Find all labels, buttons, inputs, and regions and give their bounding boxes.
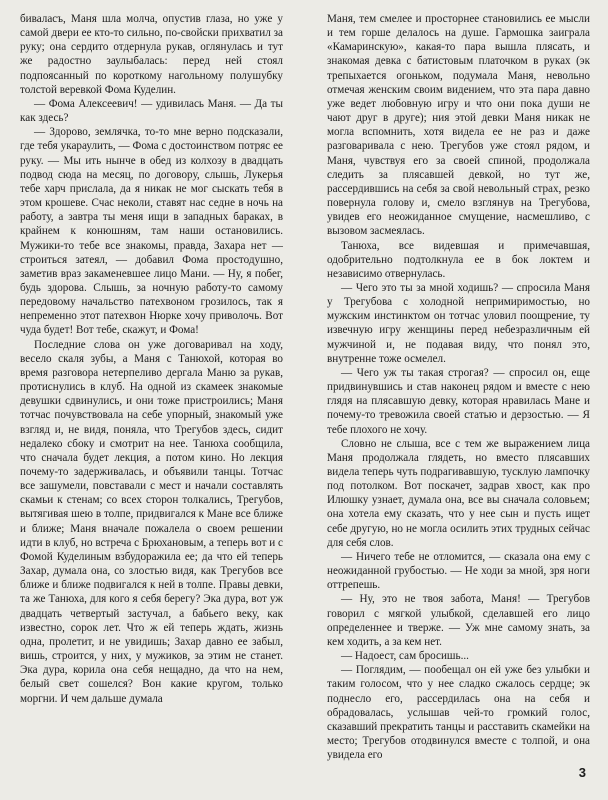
paragraph: — Здорово, землячка, то-то мне верно подсказали, где тебя укараулить, — Фома с достоинством потряс ее руку. — Мы ить нынче в обед из колхозу в двадцать подвод сюда на месяц, по договору, слышь, Лукерья тебе харч прислала, да я никак не мог сыскать тебя в этом крошеве. Счас неколи, ставят нас седне в ночь на работу, а завтра ты меня ищи в западных бараках, в крайнем к конюшням, там наши остановились. Мужики-то тебе все знакомы, правда, Захара нет — строиться затеял, — добавил Фома простодушно, заметив враз закаменевшее лицо Мани. — Ну, я побег, будь здорова. Слышь, за ночную работу-то самому передовому начальство патехвоном грозилось, так я непременно этот патехвон Нюрке хочу приволочь. Вот чуда будет! Вот тебе, скажут, и Фома! (20, 126, 283, 337)
paragraph: Словно не слыша, все с тем же выражением лица Маня продолжала глядеть, но вместо плясавших видела теперь чуть подрагивавшую, тусклую лампочку под потолком. Вот поскачет, задрав хвост, как про Илюшку узнает, думала она, все вы сначала соловьем; она хотела ему сказать, что у нее сын и пусть ищет себе другую, но не могла осилить этих трудных сейчас для себя слов. (327, 437, 590, 549)
paragraph: — Надоест, сам бросишь... (341, 650, 469, 663)
paragraph: — Чего уж ты такая строгая? — спросил он, еще придвинувшись и став наконец рядом и вместе с нею глядя на плясавшую девку, которая нравилась Мане и почему-то тревожила своей статью и дерзостью. — Я тебе плохого не хочу. (327, 366, 590, 436)
text-column-right (327, 12, 590, 764)
paragraph: Танюха, все видевшая и примечавшая, одобрительно подтолкнула ее в бок локтем и независимо отвернулась. (327, 239, 590, 280)
paragraph: — Ну, это не твоя забота, Маня! — Трегубов говорил с мягкой улыбкой, сделавшей его лицо определеннее и тверже. — Уж мне самому знать, за кем ходить, а за кем нет. (327, 593, 590, 648)
paragraph: — Фома Алексеевич! — удивилась Маня. — Да ты как здесь? (20, 97, 283, 125)
paragraph: Последние слова он уже договаривал на ходу, весело скаля зубы, а Маня с Танюхой, которая во время разговора нетерпеливо дергала Маню за рукав, протиснулись в клуб. На одной из скамеек знакомые девушки сдвинулись, и они тоже пристроились; Маня тотчас почувствовала на себе упорный, знакомый уже взгляд и, не видя, поняла, что Трегубов здесь, сидит недалеко сбоку и смотрит на нее. Танюха сообщила, что сначала будет лекция, а потом кино. Но лекция почему-то задерживалась, и объявили танцы. Тотчас все зашумели, повставали с мест и начали составлять скамьи к стенам; со всех сторон толкались, Трегубов, вытягивая шею в толпе, придвигался к Мане все ближе и ближе; Маня вначале пожалела о своем решении идти в клуб, но встреча с Брюхановым, а теперь вот и с Фомой Куделиным взбудоражила ее; да что ей теперь Захар, думала она, со злостью видя, как Трегубов все ближе и ближе подвигался к ней в толпе. Правы девки, та же Танюха, для кого я себя берегу? Эка дура, вот уж двадцать четвертый застучал, а бабьего веку, как известно, сорок лет. Что ж ей теперь ждать, жизнь одна, пролетит, и не увидишь; Захар давно ее забыл, вишь, строится, у них, у мужиков, за этим не станет. Эка дура, корила она себя нещадно, да что на нем, белый свет сошелся? Вон какие кругом, только моргни. И чем дальше думала (20, 338, 283, 705)
text-column-left (20, 12, 283, 790)
paragraph: — Чего это ты за мной ходишь? — спросила Маня у Трегубова с холодной непримиримостью, но мужским инстинктом он тотчас уловил поощрение, ту извечную игру женщины перед небезразличным ей мужчиной и, не подавая виду, что понял это, внутренне тоже осмелел. (327, 281, 590, 365)
paragraph: — Ничего тебе не отломится, — сказала она ему с неожиданной грубостью. — Не ходи за мной, зря ноги оттрепешь. (327, 550, 590, 592)
paragraph: биваласъ, Маня шла молча, опустив глаза, но уже у самой двери ее кто-то сильно, по-свойски прихватил за руку; она сердито отдернула рукав, оглянулась и тут же радостно заулыбалась: перед ней стоял подпоясанный по короткому нагольному полушубку толстой веревкой Фома Куделин. (20, 13, 283, 96)
page-number: 3 (578, 765, 586, 780)
paragraph: Маня, тем смелее и просторнее становились ее мысли и тем горше делалось на душе. Гармошка заиграла «Камаринскую», какая-то пара вышла плясать, и знакомая девка с батистовым платочком в руках (эк трепыхается огоньком, подумала Маня, невольно отмечая женским своим видением, что эта пара давно уже ведет любовную игру и что они пока души не чают друг в друге); ния этой девки Маня никак не могла вспомнить, хотя видела ее не раз и даже разговаривала с нею. Трегубов уже стоял рядом, и Маня, чувствуя его за своей спиной, продолжала следить за плясавшей девкой, но тут же, рассердившись на себя за свой невольный страх, резко повернула голову и, смело взглянув на Трегубова, увидев его неожиданное смущение, насмешливо, с вызовом засмеялась. (327, 13, 590, 238)
paragraph: — Поглядим, — пообещал он ей уже без улыбки и таким голосом, что у нее сладко сжалось сердце; эк поднесло его, рассердилась она на себя и обрадовалась, услышав чей-то громкий голос, сказавший прекратить танцы и расставить скамейки на место; Трегубов отодвинулся вместе с толпой, и она увидела его (327, 664, 590, 762)
